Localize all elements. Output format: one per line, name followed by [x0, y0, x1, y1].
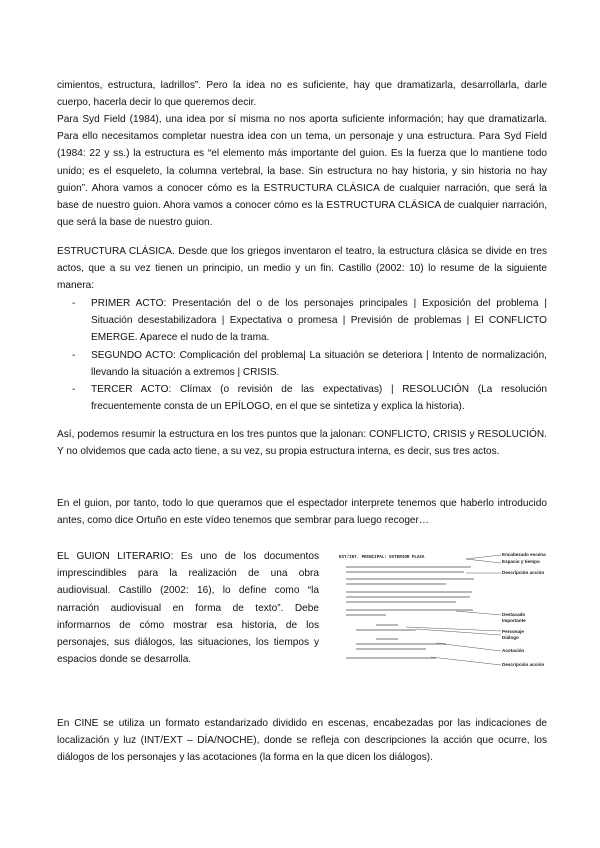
label-action-1: Descripción acción	[502, 570, 545, 575]
list-item: - TERCER ACTO: Clímax (o revisión de las expectativas) | RESOLUCIÓN (La resolución frecuentemente consta de un EPÍLOGO, en el que se sintetiza y explica la historia).	[72, 384, 547, 413]
paragraph-guion-literario: EL GUION LITERARIO: Es uno de los documentos imprescindibles para la realización de una obra audiovisual. Castillo (2002: 16), lo define como “la narración audiovisual en forma de texto”. Debe informarnos de cómo mostrar esa historia, de los personajes, sus diálogos, las situaciones, los tiempos y espacios donde se desarrolla.	[57, 551, 319, 666]
act-1-text: PRIMER ACTO: Presentación del o de los personajes principales | Exposición del problema | Situación desestabilizadora | Expectativa o promesa | Previsión de problemas | El CONFLICTO EMERGE. Aparece el nudo de la trama.	[91, 298, 547, 344]
script-format-figure	[336, 551, 546, 711]
paragraph-syd-field: Para Syd Field (1984), una idea por sí misma no nos aporta suficiente información; hay que dramatizarla. Para ello necesitamos completar nuestra idea con un tema, un personaje y una estructura. Para Syd Field (1984: 22 y ss.) la estructura es “el elemento más importante del guion. Es la fuerza que lo mantiene todo unido; es el esqueleto, la columna vertebral, la base. Sin estructura no hay historia, y sin historia no hay guion”. Ahora vamos a conocer cómo es la ESTRUCTURA CLÁSICA de cualquier narración, que será la base de nuestro guion. Ahora vamos a conocer cómo es la ESTRUCTURA CLÁSICA de cualquier narración, que será la base de nuestro guion.	[57, 114, 547, 229]
list-item: - SEGUNDO ACTO: Complicación del problema| La situación se deteriora | Intento de normalización, llevando la situación a extremos | CRISIS.	[72, 349, 547, 378]
arrow-line	[416, 629, 501, 635]
paragraph-sembrar: En el guion, por tanto, todo lo que queramos que el espectador interprete tenemos que haberlo introducido antes, como dice Ortuño en este vídeo tenemos que sembrar para luego recoger…	[57, 498, 547, 527]
arrow-line	[431, 657, 501, 665]
paragraph-cine-format: En CINE se utiliza un formato estandarizado dividido en escenas, encabezadas por las indicaciones de localización y luz (INT/EXT – DÍA/NOCHE), donde se refleja con descripciones la acción que ocurre, los diálogos de los personajes y las acotaciones (la forma en la que dicen los diálogos).	[57, 718, 547, 764]
label-highlight-2: Importante	[502, 618, 526, 623]
paragraph-intro-end: cimientos, estructura, ladrillos”. Pero la idea no es suficiente, hay que dramatizarla, desarrollarla, darle cuerpo, hacerla decir lo que queremos decir.	[57, 80, 547, 109]
list-item: - PRIMER ACTO: Presentación del o de los personajes principales | Exposición del problema | Situación desestabilizadora | Expectativa o promesa | Previsión de problemas | El CONFLICTO EMERGE. Aparece el nudo de la trama.	[72, 298, 547, 344]
label-action-2: Descripción acción	[502, 662, 545, 667]
arrow-line	[466, 559, 501, 563]
arrow-line	[456, 611, 501, 615]
arrow-line	[466, 555, 501, 559]
paragraph-estructura-clasica: ESTRUCTURA CLÁSICA. Desde que los griegos inventaron el teatro, la estructura clásica se divide en tres actos, que a su vez tienen un principio, un medio y un fin. Castillo (2002: 10) lo resume de la siguiente manera:	[57, 246, 547, 292]
act-2-text: SEGUNDO ACTO: Complicación del problema| La situación se deteriora | Intento de normalización, llevando la situación a extremos | CRISIS.	[91, 349, 547, 378]
label-highlight: Destacado	[502, 612, 526, 617]
paragraph-resumen: Así, podemos resumir la estructura en los tres puntos que la jalonan: CONFLICTO, CRISIS y RESOLUCIÓN. Y no olvidemos que cada acto tiene, a su vez, su propia estructura interna, es decir, sus tres actos.	[57, 429, 547, 458]
arrow-line	[436, 643, 501, 651]
label-dialogue: Diálogo	[502, 635, 519, 640]
label-scene-heading: Encabezado escena	[502, 552, 546, 557]
act-3-text: TERCER ACTO: Clímax (o revisión de las expectativas) | RESOLUCIÓN (La resolución frecuentemente consta de un EPÍLOGO, en el que se sintetiza y explica la historia).	[91, 384, 547, 413]
label-parenthetical: Acotación	[502, 648, 525, 653]
label-space-time: Espacio y tiempo	[502, 559, 540, 564]
arrow-line	[406, 627, 501, 631]
acts-list	[57, 295, 547, 415]
script-scene-heading: EXT/INT. PRINCIPAL: EXTERIOR PLAZA	[339, 556, 425, 560]
label-character: Personaje	[502, 629, 524, 634]
